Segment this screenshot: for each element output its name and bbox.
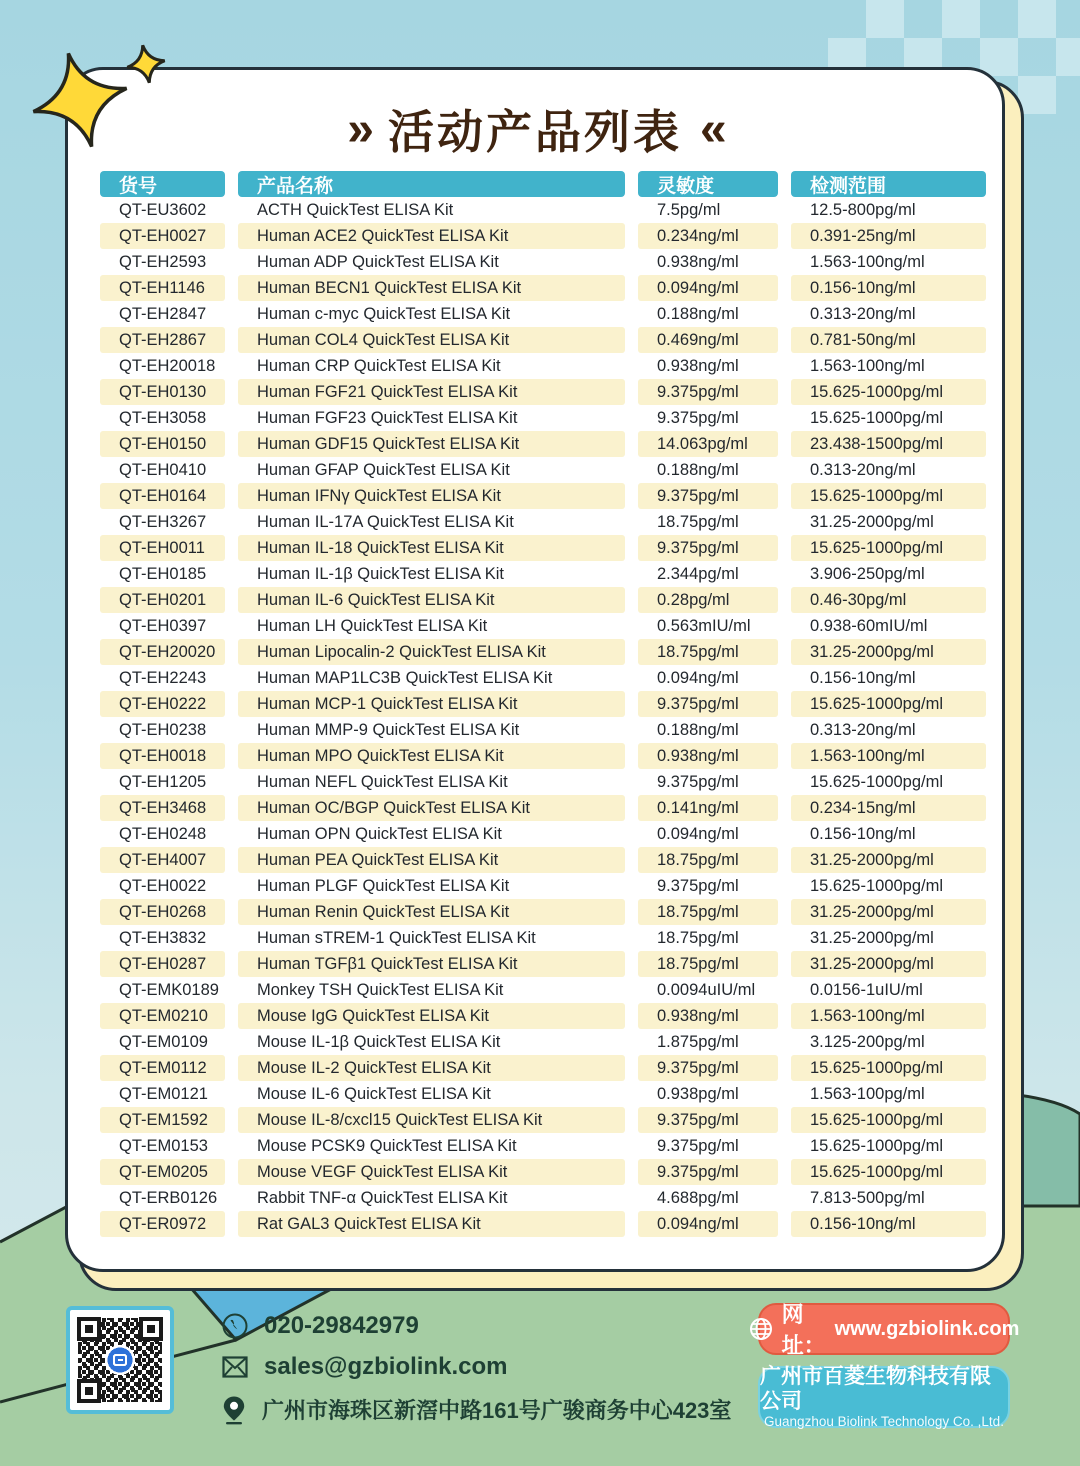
table-cell: 4.688pg/ml <box>657 1188 739 1207</box>
table-cell: Monkey TSH QuickTest ELISA Kit <box>257 980 504 999</box>
table-cell: 0.156-10ng/ml <box>791 1211 986 1237</box>
table-cell: QT-EH0011 <box>100 535 225 561</box>
table-cell: 18.75pg/ml <box>657 512 739 531</box>
website-pill[interactable] <box>758 1302 1020 1358</box>
table-cell: 3.906-250pg/ml <box>810 564 925 583</box>
table-cell: Human COL4 QuickTest ELISA Kit <box>238 327 625 353</box>
table-cell: QT-EH0287 <box>100 951 225 977</box>
table-cell: QT-EH3468 <box>100 795 225 821</box>
table-cell: QT-EH0238 <box>119 720 207 739</box>
table-cell: 18.75pg/ml <box>638 899 778 925</box>
table-cell: Human MMP-9 QuickTest ELISA Kit <box>257 720 520 739</box>
table-cell: 0.094ng/ml <box>657 824 739 843</box>
qr-center-logo <box>105 1345 135 1375</box>
table-cell: 0.094ng/ml <box>638 275 778 301</box>
table-cell: 15.625-1000pg/ml <box>810 876 944 895</box>
table-cell: Rabbit TNF-α QuickTest ELISA Kit <box>257 1188 508 1207</box>
table-cell: QT-EM0153 <box>119 1136 208 1155</box>
table-cell: 15.625-1000pg/ml <box>810 408 944 427</box>
page-title-row <box>68 96 1002 162</box>
column-header-product: 产品名称 <box>238 171 625 197</box>
table-cell: QT-EM0205 <box>100 1159 225 1185</box>
table-cell: 0.563mIU/ml <box>657 616 751 635</box>
table-cell: Human GFAP QuickTest ELISA Kit <box>257 460 510 479</box>
table-cell: QT-EH3267 <box>119 512 207 531</box>
table-cell: 31.25-2000pg/ml <box>791 899 986 925</box>
table-cell: 14.063pg/ml <box>638 431 778 457</box>
star-big-icon <box>22 42 138 158</box>
table-cell: QT-EH0027 <box>100 223 225 249</box>
company-pill <box>758 1366 1010 1428</box>
table-cell: QT-EH0130 <box>100 379 225 405</box>
table-cell: 0.313-20ng/ml <box>810 304 916 323</box>
website-url[interactable]: www.gzbiolink.com <box>834 1317 1020 1340</box>
table-cell: 0.28pg/ml <box>638 587 778 613</box>
table-cell: QT-EMK0189 <box>119 980 219 999</box>
table-cell: 0.938ng/ml <box>638 1003 778 1029</box>
table-cell: QT-EM0121 <box>119 1084 208 1103</box>
table-cell: QT-EH0201 <box>100 587 225 613</box>
table-cell: QT-EH2593 <box>119 252 207 271</box>
email-row <box>222 1353 731 1381</box>
table-cell: Human LH QuickTest ELISA Kit <box>257 616 488 635</box>
table-cell: 9.375pg/ml <box>638 1159 778 1185</box>
table-cell: 9.375pg/ml <box>638 1107 778 1133</box>
column-header-range: 检测范围 <box>791 171 986 197</box>
table-cell: 1.563-100ng/ml <box>810 356 925 375</box>
table-cell: 18.75pg/ml <box>638 639 778 665</box>
table-cell: Human FGF23 QuickTest ELISA Kit <box>257 408 518 427</box>
table-cell: Human IL-6 QuickTest ELISA Kit <box>238 587 625 613</box>
table-cell: Human IL-18 QuickTest ELISA Kit <box>238 535 625 561</box>
table-cell: 15.625-1000pg/ml <box>810 772 944 791</box>
table-cell: 31.25-2000pg/ml <box>791 847 986 873</box>
star-small-icon <box>124 42 168 86</box>
table-cell: 1.563-100ng/ml <box>810 252 925 271</box>
table-cell: Human c-myc QuickTest ELISA Kit <box>257 304 511 323</box>
table-cell: Mouse PCSK9 QuickTest ELISA Kit <box>257 1136 517 1155</box>
table-cell: 15.625-1000pg/ml <box>791 379 986 405</box>
table-cell: 0.234-15ng/ml <box>791 795 986 821</box>
table-cell: 0.938ng/ml <box>657 356 739 375</box>
title-arrow-right-icon: « <box>700 102 723 156</box>
table-cell: Human BECN1 QuickTest ELISA Kit <box>238 275 625 301</box>
address-row <box>222 1394 731 1425</box>
table-cell: 0.469ng/ml <box>638 327 778 353</box>
table-cell: QT-EH2867 <box>100 327 225 353</box>
table-cell: Human TGFβ1 QuickTest ELISA Kit <box>238 951 625 977</box>
table-cell: Human PLGF QuickTest ELISA Kit <box>257 876 510 895</box>
table-cell: 0.938ng/ml <box>638 743 778 769</box>
table-cell: 12.5-800pg/ml <box>810 200 916 219</box>
table-cell: 9.375pg/ml <box>657 772 739 791</box>
column-header-sensitivity: 灵敏度 <box>638 171 778 197</box>
qr-code-image <box>74 1314 166 1406</box>
table-cell: 0.0094uIU/ml <box>657 980 756 999</box>
table-cell: 18.75pg/ml <box>638 951 778 977</box>
product-table <box>100 171 986 1237</box>
qr-code[interactable] <box>66 1306 174 1414</box>
table-cell: QT-EM0210 <box>100 1003 225 1029</box>
table-cell: 18.75pg/ml <box>638 847 778 873</box>
table-cell: QT-EH2243 <box>119 668 207 687</box>
table-cell: 31.25-2000pg/ml <box>810 512 934 531</box>
page-title: 活动产品列表 <box>388 106 682 158</box>
table-cell: 0.188ng/ml <box>657 720 739 739</box>
address-text: 广州市海珠区新滘中路161号广骏商务中心423室 <box>262 1398 732 1423</box>
table-cell: Mouse IL-2 QuickTest ELISA Kit <box>238 1055 625 1081</box>
email-icon <box>222 1356 248 1378</box>
table-cell: QT-EH0164 <box>100 483 225 509</box>
sparkle-stars-icon <box>18 22 188 172</box>
table-cell: 0.156-10ng/ml <box>791 275 986 301</box>
table-cell: Human sTREM-1 QuickTest ELISA Kit <box>257 928 536 947</box>
table-cell: 15.625-1000pg/ml <box>810 1136 944 1155</box>
table-cell: Human OC/BGP QuickTest ELISA Kit <box>238 795 625 821</box>
table-cell: 7.813-500pg/ml <box>810 1188 925 1207</box>
website-label: 网址： <box>781 1302 826 1358</box>
table-cell: 1.563-100ng/ml <box>791 743 986 769</box>
table-cell: 0.313-20ng/ml <box>810 460 916 479</box>
table-cell: 0.188ng/ml <box>657 304 739 323</box>
table-cell: 0.094ng/ml <box>657 668 739 687</box>
table-cell: Human Renin QuickTest ELISA Kit <box>238 899 625 925</box>
table-cell: 0.156-10ng/ml <box>810 668 916 687</box>
table-cell: QT-EH3058 <box>119 408 207 427</box>
table-cell: QT-EH3832 <box>119 928 207 947</box>
table-cell: QT-EH4007 <box>100 847 225 873</box>
table-cell: QT-EH0185 <box>119 564 207 583</box>
table-cell: QT-ERB0126 <box>119 1188 218 1207</box>
table-cell: 0.156-10ng/ml <box>810 824 916 843</box>
table-cell: 31.25-2000pg/ml <box>810 928 934 947</box>
table-cell: Mouse IL-1β QuickTest ELISA Kit <box>257 1032 501 1051</box>
table-cell: 0.094ng/ml <box>638 1211 778 1237</box>
table-cell: Human ACE2 QuickTest ELISA Kit <box>238 223 625 249</box>
table-cell: QT-EH20018 <box>119 356 216 375</box>
table-cell: 15.625-1000pg/ml <box>791 691 986 717</box>
table-cell: 9.375pg/ml <box>638 1055 778 1081</box>
table-cell: QT-EH0022 <box>119 876 207 895</box>
table-cell: 9.375pg/ml <box>638 691 778 717</box>
table-cell: 0.141ng/ml <box>638 795 778 821</box>
table-cell: 0.938pg/ml <box>657 1084 739 1103</box>
table-cell: Human IFNγ QuickTest ELISA Kit <box>238 483 625 509</box>
table-cell: QT-EM0109 <box>119 1032 208 1051</box>
table-cell: Human PEA QuickTest ELISA Kit <box>238 847 625 873</box>
table-cell: 15.625-1000pg/ml <box>791 483 986 509</box>
table-cell: 15.625-1000pg/ml <box>791 1055 986 1081</box>
table-cell: Human OPN QuickTest ELISA Kit <box>257 824 502 843</box>
table-cell: QT-EH20020 <box>100 639 225 665</box>
table-cell: Human NEFL QuickTest ELISA Kit <box>257 772 508 791</box>
table-cell: 9.375pg/ml <box>638 379 778 405</box>
table-cell: QT-EH0410 <box>119 460 207 479</box>
table-cell: ACTH QuickTest ELISA Kit <box>257 200 454 219</box>
table-cell: Human Lipocalin-2 QuickTest ELISA Kit <box>238 639 625 665</box>
phone-row <box>222 1312 731 1340</box>
location-icon <box>222 1395 246 1425</box>
table-cell: Mouse IgG QuickTest ELISA Kit <box>238 1003 625 1029</box>
table-cell: 15.625-1000pg/ml <box>791 535 986 561</box>
table-cell: 2.344pg/ml <box>657 564 739 583</box>
table-cell: 3.125-200pg/ml <box>810 1032 925 1051</box>
table-cell: QT-EH0397 <box>119 616 207 635</box>
table-cell: 0.391-25ng/ml <box>791 223 986 249</box>
table-cell: Human MAP1LC3B QuickTest ELISA Kit <box>257 668 553 687</box>
table-cell: 0.313-20ng/ml <box>810 720 916 739</box>
table-cell: 15.625-1000pg/ml <box>791 1107 986 1133</box>
table-cell: 0.188ng/ml <box>657 460 739 479</box>
table-cell: 9.375pg/ml <box>657 1136 739 1155</box>
company-name-cn: 广州市百菱生物科技有限公司 <box>760 1364 991 1413</box>
table-cell: Human IL-17A QuickTest ELISA Kit <box>257 512 514 531</box>
table-cell: 0.0156-1uIU/ml <box>810 980 923 999</box>
table-cell: 0.46-30pg/ml <box>791 587 986 613</box>
table-cell: QT-EH0018 <box>100 743 225 769</box>
table-cell: QT-EH0268 <box>100 899 225 925</box>
table-cell: 1.563-100ng/ml <box>791 1003 986 1029</box>
table-cell: 0.781-50ng/ml <box>791 327 986 353</box>
table-cell: Rat GAL3 QuickTest ELISA Kit <box>238 1211 625 1237</box>
contact-block <box>222 1312 731 1438</box>
table-cell: QT-EM0112 <box>100 1055 225 1081</box>
table-cell: Mouse IL-6 QuickTest ELISA Kit <box>257 1084 491 1103</box>
table-cell: Mouse IL-8/cxcl15 QuickTest ELISA Kit <box>238 1107 625 1133</box>
table-cell: QT-EH1205 <box>119 772 207 791</box>
table-cell: 31.25-2000pg/ml <box>791 951 986 977</box>
company-name-en: Guangzhou Biolink Technology Co. ,Ltd. <box>764 1414 1004 1430</box>
table-cell: Human CRP QuickTest ELISA Kit <box>257 356 501 375</box>
table-cell: Human IL-1β QuickTest ELISA Kit <box>257 564 505 583</box>
table-cell: Human GDF15 QuickTest ELISA Kit <box>238 431 625 457</box>
table-cell: QT-EH0248 <box>119 824 207 843</box>
table-cell: 31.25-2000pg/ml <box>791 639 986 665</box>
table-cell: QT-EH2847 <box>119 304 207 323</box>
table-cell: 9.375pg/ml <box>657 408 739 427</box>
table-cell: QT-EH0150 <box>100 431 225 457</box>
table-cell: 1.875pg/ml <box>657 1032 739 1051</box>
table-cell: QT-EH1146 <box>100 275 225 301</box>
table-cell: Human MCP-1 QuickTest ELISA Kit <box>238 691 625 717</box>
email-address[interactable]: sales@gzbiolink.com <box>264 1353 508 1380</box>
table-cell: QT-EM1592 <box>100 1107 225 1133</box>
table-cell: QT-EH0222 <box>100 691 225 717</box>
phone-icon <box>222 1313 248 1339</box>
table-cell: 15.625-1000pg/ml <box>791 1159 986 1185</box>
product-card <box>65 67 1005 1272</box>
table-cell: 9.375pg/ml <box>638 535 778 561</box>
table-cell: 23.438-1500pg/ml <box>791 431 986 457</box>
table-cell: Human FGF21 QuickTest ELISA Kit <box>238 379 625 405</box>
column-header-catalog: 货号 <box>100 171 225 197</box>
title-arrow-left-icon: » <box>347 102 370 156</box>
table-cell: 7.5pg/ml <box>657 200 721 219</box>
table-cell: 1.563-100pg/ml <box>810 1084 925 1103</box>
globe-icon <box>749 1317 773 1341</box>
table-cell: Human MPO QuickTest ELISA Kit <box>238 743 625 769</box>
table-cell: Human ADP QuickTest ELISA Kit <box>257 252 499 271</box>
table-cell: QT-ER0972 <box>100 1211 225 1237</box>
table-cell: QT-EU3602 <box>119 200 207 219</box>
table-cell: 9.375pg/ml <box>638 483 778 509</box>
phone-number[interactable]: 020-29842979 <box>264 1312 419 1339</box>
table-cell: 0.938ng/ml <box>657 252 739 271</box>
table-cell: 0.234ng/ml <box>638 223 778 249</box>
table-cell: 18.75pg/ml <box>657 928 739 947</box>
table-cell: 0.938-60mIU/ml <box>810 616 928 635</box>
table-cell: 9.375pg/ml <box>657 876 739 895</box>
table-cell: Mouse VEGF QuickTest ELISA Kit <box>238 1159 625 1185</box>
